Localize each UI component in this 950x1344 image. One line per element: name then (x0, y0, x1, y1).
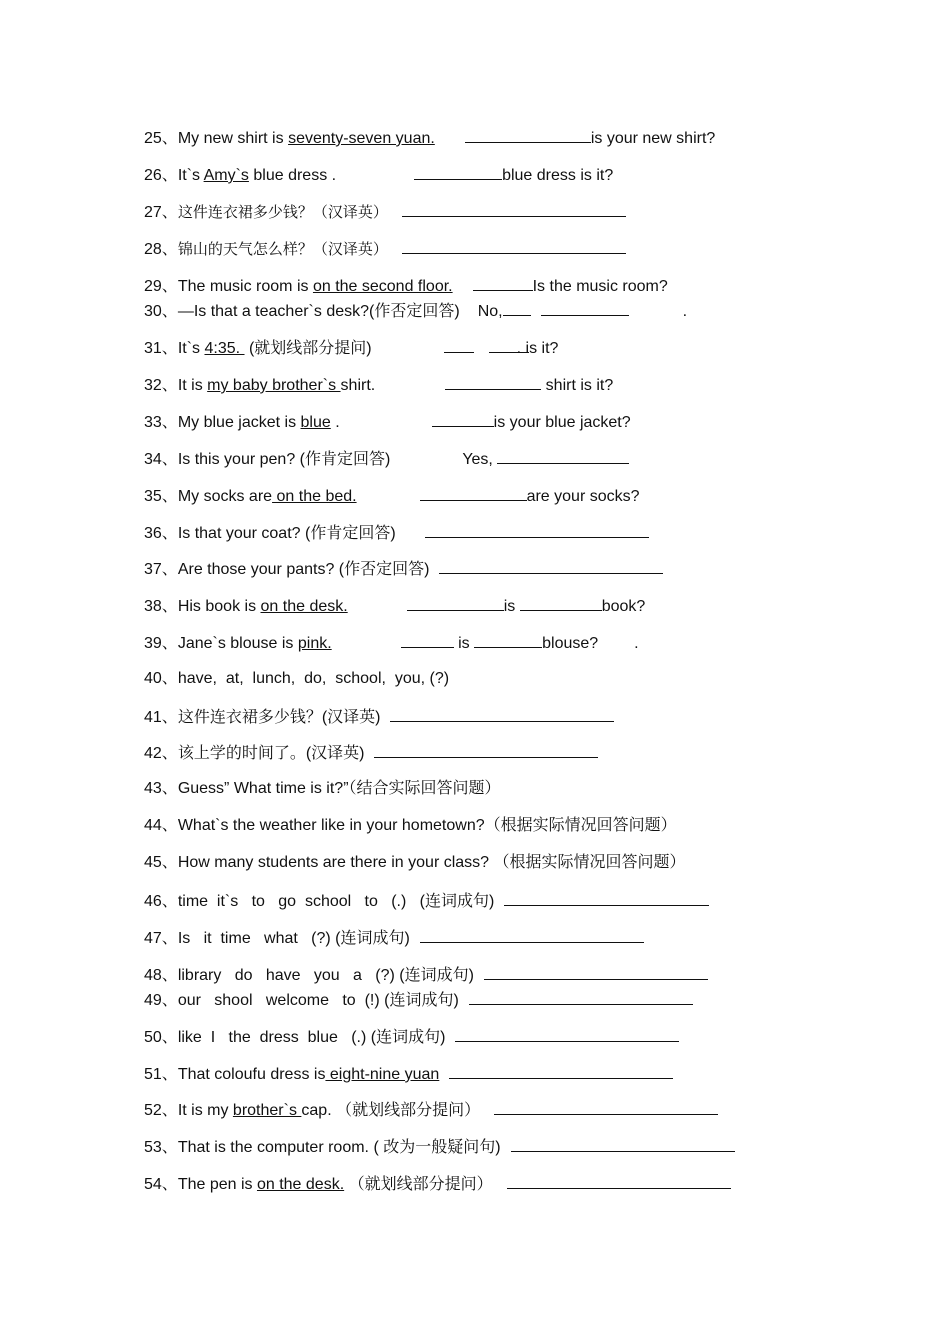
question-32: 32、It is my baby brother`s shirt. shirt is it? (144, 374, 613, 396)
question-number: 54、 (144, 1176, 178, 1193)
question-number: 32、 (144, 377, 178, 394)
question-29: 29、The music room is on the second floor. Is the music room? (144, 275, 668, 297)
question-50: 50、like I the dress blue (.) (连词成句) (144, 1026, 679, 1048)
underlined-phrase: brother`s (232, 1102, 302, 1119)
question-number: 34、 (144, 451, 178, 468)
answer-blank[interactable] (420, 927, 644, 943)
question-52: 52、It is my brother`s cap. （就划线部分提问） (144, 1099, 718, 1121)
question-number: 33、 (144, 414, 178, 431)
underlined-phrase: on the bed. (272, 488, 357, 505)
question-number: 51、 (144, 1066, 178, 1083)
question-number: 39、 (144, 635, 178, 652)
question-number: 28、 (144, 241, 178, 258)
question-number: 26、 (144, 167, 178, 184)
question-number: 47、 (144, 930, 178, 947)
answer-blank[interactable] (407, 595, 504, 611)
question-number: 45、 (144, 854, 178, 871)
question-36: 36、Is that your coat? (作肯定回答) (144, 522, 649, 544)
question-number: 53、 (144, 1139, 178, 1156)
underlined-phrase: Amy`s (203, 167, 249, 184)
underlined-phrase: blue (300, 414, 331, 431)
question-31: 31、It`s 4:35. (就划线部分提问) . is it? (144, 337, 558, 359)
underlined-phrase: pink. (297, 635, 332, 652)
answer-blank[interactable] (503, 300, 531, 316)
answer-blank[interactable] (425, 522, 649, 538)
underlined-phrase: on the desk. (260, 598, 348, 615)
answer-blank[interactable] (439, 558, 663, 574)
question-49: 49、our shool welcome to (!) (连词成句) (144, 989, 693, 1011)
question-number: 27、 (144, 204, 178, 221)
answer-blank[interactable] (494, 1099, 718, 1115)
question-number: 46、 (144, 893, 178, 910)
question-34: 34、Is this your pen? (作肯定回答) Yes, (144, 448, 629, 470)
answer-blank[interactable] (402, 201, 626, 217)
answer-blank[interactable] (420, 485, 527, 501)
question-37: 37、Are those your pants? (作否定回答) (144, 558, 663, 580)
underlined-phrase: on the desk. (256, 1176, 345, 1193)
question-53: 53、That is the computer room. ( 改为一般疑问句) (144, 1136, 735, 1158)
question-number: 41、 (144, 709, 178, 726)
answer-blank[interactable] (449, 1063, 673, 1079)
underlined-phrase: on the second floor. (312, 278, 453, 295)
question-number: 36、 (144, 525, 178, 542)
question-number: 38、 (144, 598, 178, 615)
answer-blank[interactable] (432, 411, 494, 427)
question-43: 43、Guess” What time is it?”（结合实际回答问题） (144, 780, 501, 797)
question-number: 37、 (144, 561, 178, 578)
question-26: 26、It`s Amy`s blue dress . blue dress is it? (144, 164, 613, 186)
answer-blank[interactable] (484, 964, 708, 980)
answer-blank[interactable] (497, 448, 629, 464)
question-46: 46、time it`s to go school to (.) (连词成句) (144, 890, 709, 912)
question-33: 33、My blue jacket is blue . is your blue jacket? (144, 411, 631, 433)
question-number: 44、 (144, 817, 178, 834)
question-54: 54、The pen is on the desk. （就划线部分提问） (144, 1173, 731, 1195)
question-number: 43、 (144, 780, 178, 797)
question-28: 28、锦山的天气怎么样？（汉译英） (144, 238, 626, 260)
question-number: 29、 (144, 278, 178, 295)
answer-blank[interactable] (444, 337, 474, 353)
question-number: 30、 (144, 303, 178, 320)
question-number: 48、 (144, 967, 178, 984)
answer-blank[interactable] (402, 238, 626, 254)
answer-blank[interactable] (504, 890, 709, 906)
question-number: 49、 (144, 992, 178, 1009)
question-39: 39、Jane`s blouse is pink. is blouse? . (144, 632, 639, 654)
answer-blank[interactable] (445, 374, 541, 390)
question-45: 45、How many students are there in your class? （根据实际情况回答问题） (144, 854, 686, 871)
question-number: 52、 (144, 1102, 178, 1119)
underlined-phrase: seventy-seven yuan. (288, 130, 435, 147)
question-number: 42、 (144, 745, 178, 762)
answer-blank[interactable] (390, 706, 614, 722)
answer-blank[interactable] (474, 632, 542, 648)
question-number: 50、 (144, 1029, 178, 1046)
question-40: 40、have, at, lunch, do, school, you, (?) (144, 670, 450, 687)
answer-blank[interactable] (374, 742, 598, 758)
question-25: 25、My new shirt is seventy-seven yuan. is your new shirt? (144, 127, 715, 149)
question-number: 40、 (144, 670, 178, 687)
question-38: 38、His book is on the desk. is book? (144, 595, 645, 617)
question-30: 30、—Is that a teacher`s desk?(作否定回答) No, . (144, 300, 687, 322)
answer-blank[interactable] (455, 1026, 679, 1042)
question-number: 25、 (144, 130, 178, 147)
question-44: 44、What`s the weather like in your hometown?（根据实际情况回答问题） (144, 817, 677, 834)
answer-blank[interactable] (401, 632, 454, 648)
answer-blank[interactable] (414, 164, 502, 180)
underlined-phrase: my baby brother`s (207, 377, 341, 394)
answer-blank[interactable] (520, 595, 602, 611)
question-41: 41、这件连衣裙多少钱？(汉译英) (144, 706, 614, 728)
answer-blank[interactable] (469, 989, 693, 1005)
question-number: 35、 (144, 488, 178, 505)
answer-blank[interactable] (507, 1173, 731, 1189)
question-48: 48、library do have you a (?) (连词成句) (144, 964, 708, 986)
underlined-phrase: eight-nine yuan (325, 1066, 440, 1083)
question-35: 35、My socks are on the bed. are your socks? (144, 485, 640, 507)
answer-blank[interactable] (473, 275, 533, 291)
answer-blank[interactable] (465, 127, 591, 143)
question-42: 42、该上学的时间了。(汉译英) (144, 742, 598, 764)
question-number: 31、 (144, 340, 178, 357)
question-47: 47、Is it time what (?) (连词成句) (144, 927, 644, 949)
answer-blank[interactable] (511, 1136, 735, 1152)
underlined-phrase: 4:35. (204, 340, 245, 357)
question-51: 51、That coloufu dress is eight-nine yuan (144, 1063, 673, 1085)
answer-blank[interactable] (541, 300, 629, 316)
question-27: 27、这件连衣裙多少钱？（汉译英） (144, 201, 626, 223)
